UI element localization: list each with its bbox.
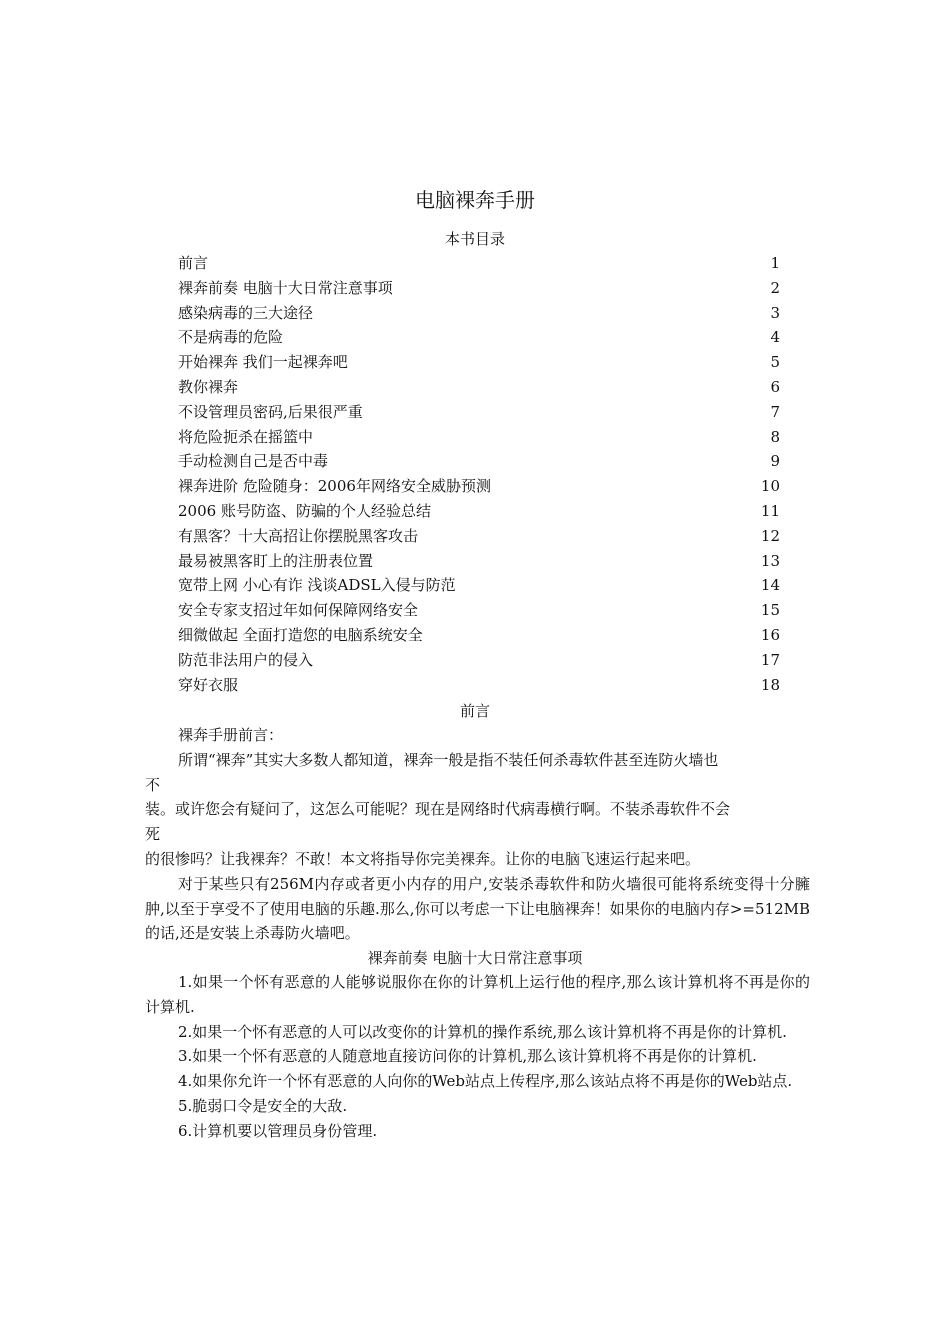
toc-entry-page: 10 (760, 477, 780, 496)
list-item: 3.如果一个怀有恶意的人随意地直接访问你的计算机,那么该计算机将不再是你的计算机. (178, 1047, 757, 1066)
toc-heading: 本书目录 (444, 230, 505, 248)
toc-entry[interactable] (178, 524, 780, 549)
toc-entry-label: 感染病毒的三大途径 (178, 303, 314, 322)
toc-entry-page: 12 (760, 526, 780, 545)
toc-entry[interactable] (178, 425, 780, 450)
list-item: 1.如果一个怀有恶意的人能够说服你在你的计算机上运行他的程序,那么该计算机将不再是你的计算机. (145, 973, 810, 1016)
toc-entry-page: 14 (760, 576, 780, 595)
toc-entry-page: 18 (760, 675, 780, 694)
toc-entry-label: 裸奔前奏 电脑十大日常注意事项 (178, 278, 393, 297)
toc-entry-label: 安全专家支招过年如何保障网络安全 (178, 601, 419, 620)
toc-entry[interactable] (178, 573, 780, 598)
toc-entry-page: 16 (760, 625, 780, 644)
toc-entry[interactable] (178, 400, 780, 425)
toc-entry-page: 17 (760, 650, 780, 669)
toc-entry-label: 教你裸奔 (178, 377, 239, 396)
list-item: 5.脆弱口令是安全的大敌. (178, 1096, 348, 1115)
toc-entry[interactable] (178, 623, 780, 648)
preface-line: 所谓“裸奔”其实大多数人都知道，裸奔一般是指不装任何杀毒软件甚至连防火墙也 (178, 750, 719, 769)
toc-entry[interactable] (178, 449, 780, 474)
preface-line: 死 (145, 825, 161, 844)
preface-line: 装。或许您会有疑问了，这怎么可能呢？现在是网络时代病毒横行啊。不装杀毒软件不会 (145, 800, 731, 819)
toc-entry-label: 细微做起 全面打造您的电脑系统安全 (178, 625, 423, 644)
toc-entry-page: 2 (770, 278, 780, 297)
toc-entry-page: 11 (760, 501, 780, 520)
toc-entry-page: 8 (770, 427, 780, 446)
toc-entry-label: 不是病毒的危险 (178, 328, 284, 347)
toc-entry-page: 13 (760, 551, 780, 570)
toc-entry-page: 9 (770, 452, 780, 471)
preface-line: 不 (145, 775, 161, 794)
toc-entry-label: 2006 账号防盗、防骗的个人经验总结 (178, 501, 431, 520)
prelude-list (145, 970, 810, 1144)
toc-entry[interactable] (178, 648, 780, 673)
preface-body (145, 723, 810, 946)
list-item: 2.如果一个怀有恶意的人可以改变你的计算机的操作系统,那么该计算机将不再是你的计算机. (178, 1022, 787, 1041)
preface-intro: 裸奔手册前言： (178, 726, 284, 744)
toc-entry-label: 开始裸奔 我们一起裸奔吧 (178, 353, 348, 372)
preface-paragraph: 对于某些只有256M内存或者更小内存的用户,安装杀毒软件和防火墙很可能将系统变得十分臃肿,以至于享受不了使用电脑的乐趣.那么,你可以考虑一下让电脑裸奔！如果你的电脑内存>=512MB的话,还是安装上杀毒防火墙吧。 (145, 874, 810, 943)
toc-entry-label: 手动检测自己是否中毒 (178, 452, 329, 471)
document-title: 电脑裸奔手册 (415, 188, 535, 212)
toc-entry[interactable] (178, 474, 780, 499)
toc-entry-page: 6 (770, 377, 780, 396)
toc-entry-page: 7 (770, 402, 780, 421)
toc-entry-label: 有黑客？十大高招让你摆脱黑客攻击 (178, 526, 419, 545)
list-item: 4.如果你允许一个怀有恶意的人向你的Web站点上传程序,那么该站点将不再是你的Web站点. (178, 1072, 793, 1091)
preface-line: 的很惨吗？让我裸奔？不敢！本文将指导你完美裸奔。让你的电脑飞速运行起来吧。 (145, 849, 701, 868)
list-item: 6.计算机要以管理员身份管理. (178, 1121, 378, 1140)
toc-entry[interactable] (178, 325, 780, 350)
toc-entry-page: 5 (770, 353, 780, 372)
toc-entry-label: 宽带上网 小心有诈 浅谈ADSL入侵与防范 (178, 576, 456, 595)
toc-entry[interactable] (178, 375, 780, 400)
toc-entry[interactable] (178, 350, 780, 375)
toc-entry-label: 最易被黑客盯上的注册表位置 (178, 551, 374, 570)
toc-entry-label: 裸奔进阶 危险随身：2006年网络安全威胁预测 (178, 477, 491, 496)
toc-entry-label: 将危险扼杀在摇篮中 (178, 427, 314, 446)
toc-entry[interactable] (178, 549, 780, 574)
toc-entry[interactable] (178, 673, 780, 698)
table-of-contents (178, 251, 780, 697)
toc-entry-page: 3 (770, 303, 780, 322)
toc-entry-label: 防范非法用户的侵入 (178, 650, 314, 669)
preface-heading: 前言 (459, 702, 490, 720)
toc-entry-page: 15 (760, 601, 780, 620)
prelude-heading: 裸奔前奏 电脑十大日常注意事项 (367, 949, 583, 967)
toc-entry-label: 穿好衣服 (178, 675, 239, 694)
toc-entry[interactable] (178, 598, 780, 623)
toc-entry-page: 1 (770, 254, 780, 272)
toc-entry[interactable] (178, 251, 780, 276)
toc-entry[interactable] (178, 301, 780, 326)
toc-entry-page: 4 (770, 328, 780, 347)
toc-entry-label: 前言 (178, 254, 209, 272)
toc-entry[interactable] (178, 276, 780, 301)
toc-entry[interactable] (178, 499, 780, 524)
toc-entry-label: 不设管理员密码,后果很严重 (178, 402, 363, 421)
